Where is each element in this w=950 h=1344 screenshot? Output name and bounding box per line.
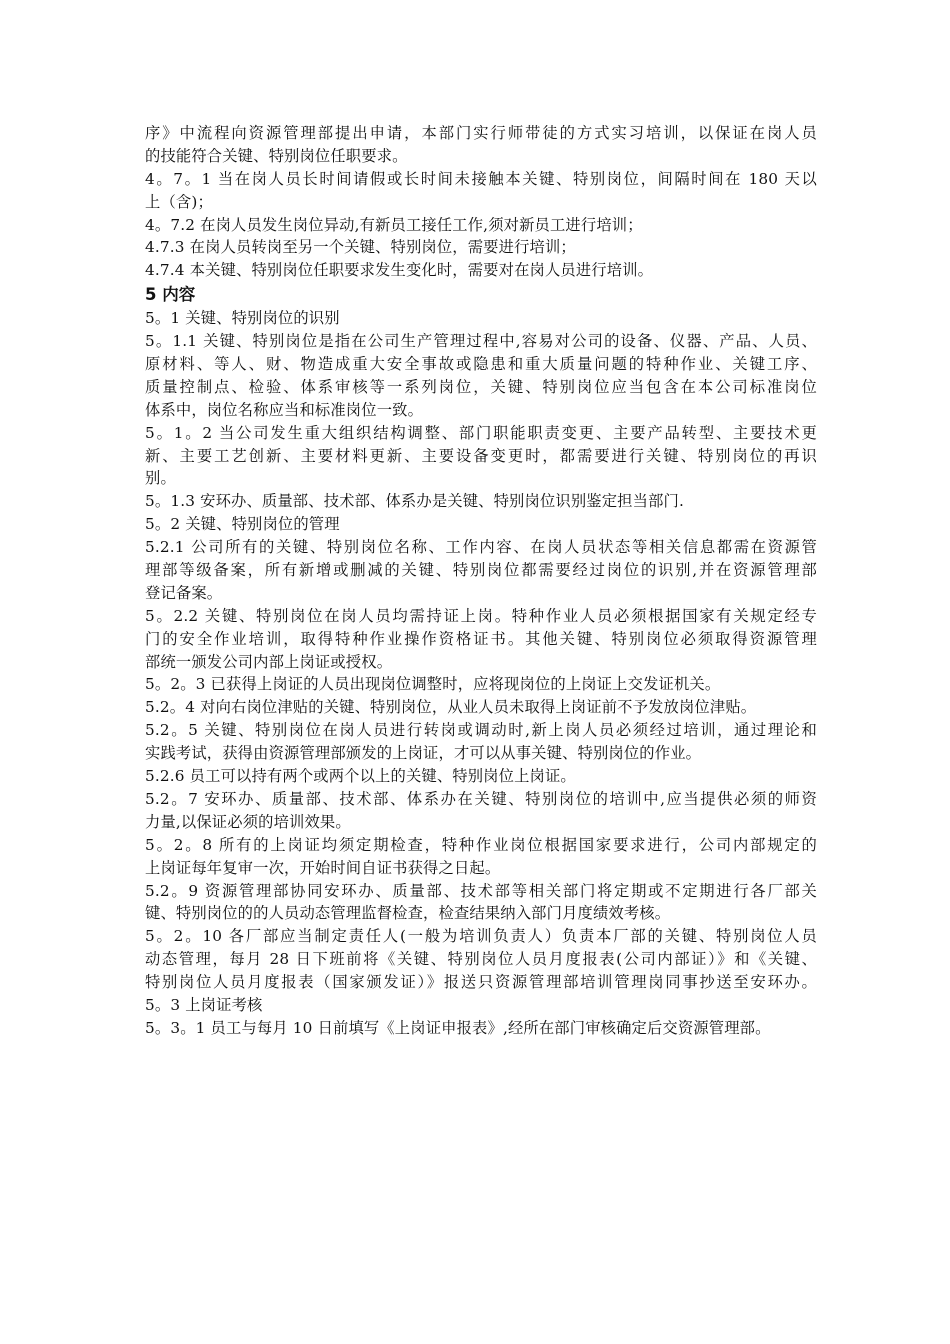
text-line: 部统一颁发公司内部上岗证或授权。 [145, 652, 393, 671]
text-line: 5.2.1 公司所有的关键、特别岗位名称、工作内容、在岗人员状态等相关信息都需在资源管 [145, 538, 817, 557]
text-line: 5。1 关键、特别岗位的识别 [145, 309, 340, 328]
section-heading: 5 内容 [145, 285, 196, 305]
text-line: 5。2。8 所有的上岗证均须定期检查，特种作业岗位根据国家要求进行，公司内部规定的 [145, 835, 817, 854]
text-line: 序》中流程向资源管理部提出申请，本部门实行师带徒的方式实习培训，以保证在岗人员 [145, 124, 817, 142]
text-line: 上（含)； [145, 192, 213, 211]
document-page [145, 122, 817, 1040]
text-line: 5.2。5 关键、特别岗位在岗人员进行转岗或调动时,新上岗人员必须经过培训，通过理论和 [145, 721, 817, 740]
text-line: 原材料、等人、财、物造成重大安全事故或隐患和重大质量问题的特种作业、关键工序、 [145, 355, 817, 374]
text-line: 特别岗位人员月度报表（国家颁发证）》报送只资源管理部培训管理岗同事抄送至安环办。 [145, 973, 817, 992]
text-line: 5.2。9 资源管理部协同安环办、质量部、技术部等相关部门将定期或不定期进行各厂部关 [145, 881, 817, 900]
text-line: 5。1.3 安环办、质量部、技术部、体系办是关键、特别岗位识别鉴定担当部门. [145, 492, 684, 511]
text-line: 5。1。2 当公司发生重大组织结构调整、部门职能职责变更、主要产品转型、主要技术更 [145, 423, 817, 442]
text-line: 5。1.1 关键、特别岗位是指在公司生产管理过程中,容易对公司的设备、仪器、产品、人员、 [145, 332, 817, 351]
text-line: 5。2.2 关键、特别岗位在岗人员均需持证上岗。特种作业人员必须根据国家有关规定经专 [145, 606, 817, 625]
text-line: 实践考试，获得由资源管理部颁发的上岗证，才可以从事关键、特别岗位的作业。 [145, 744, 702, 763]
text-line: 门的安全作业培训，取得特种作业操作资格证书。其他关键、特别岗位必须取得资源管理 [145, 629, 817, 648]
text-line: 4.7.3 在岗人员转岗至另一个关键、特别岗位，需要进行培训； [145, 238, 576, 257]
text-line: 4。7。1 当在岗人员长时间请假或长时间未接触本关键、特别岗位，间隔时间在 180 天以 [145, 169, 817, 188]
text-line: 新、主要工艺创新、主要材料更新、主要设备变更时，都需要进行关键、特别岗位的再识 [145, 446, 817, 465]
text-line: 键、特别岗位的的人员动态管理监督检查，检查结果纳入部门月度绩效考核。 [145, 904, 671, 923]
text-line: 5。2。10 各厂部应当制定责任人(一般为培训负责人）负责本厂部的关键、特别岗位人员 [145, 927, 817, 946]
text-block-5 [145, 307, 817, 1040]
text-line: 5.2。4 对向右岗位津贴的关键、特别岗位，从业人员未取得上岗证前不予发放岗位津贴。 [145, 698, 757, 717]
text-line: 5.2。7 安环办、质量部、技术部、体系办在关键、特别岗位的培训中,应当提供必须的师资 [145, 789, 817, 808]
text-line: 上岗证每年复审一次，开始时间自证书获得之日起。 [145, 858, 501, 877]
text-line: 登记备案。 [145, 583, 223, 602]
text-line: 的技能符合关键、特别岗位任职要求。 [145, 146, 408, 165]
text-line: 5.2.6 员工可以持有两个或两个以上的关键、特别岗位上岗证。 [145, 767, 576, 786]
text-line: 5。2 关键、特别岗位的管理 [145, 515, 340, 534]
text-line: 别。 [145, 469, 176, 488]
text-line: 理部等级备案，所有新增或删减的关键、特别岗位都需要经过岗位的识别,并在资源管理部 [145, 561, 817, 580]
text-line: 5。3。1 员工与每月 10 日前填写《上岗证申报表》,经所在部门审核确定后交资源管理部。 [145, 1018, 771, 1037]
text-line: 质量控制点、检验、体系审核等一系列岗位，关键、特别岗位应当包含在本公司标准岗位 [145, 377, 817, 396]
text-line: 动态管理，每月 28 日下班前将《关键、特别岗位人员月度报表(公司内部证）》和《关键、 [145, 950, 817, 969]
text-line: 4。7.2 在岗人员发生岗位异动,有新员工接任工作,须对新员工进行培训； [145, 215, 643, 234]
text-line: 体系中，岗位名称应当和标准岗位一致。 [145, 400, 424, 419]
text-line: 4.7.4 本关键、特别岗位任职要求发生变化时，需要对在岗人员进行培训。 [145, 261, 654, 280]
text-block-4-7 [145, 122, 817, 282]
text-line: 力量,以保证必须的培训效果。 [145, 812, 351, 831]
text-line: 5。3 上岗证考核 [145, 995, 263, 1014]
text-line: 5。2。3 已获得上岗证的人员出现岗位调整时，应将现岗位的上岗证上交发证机关。 [145, 675, 721, 694]
